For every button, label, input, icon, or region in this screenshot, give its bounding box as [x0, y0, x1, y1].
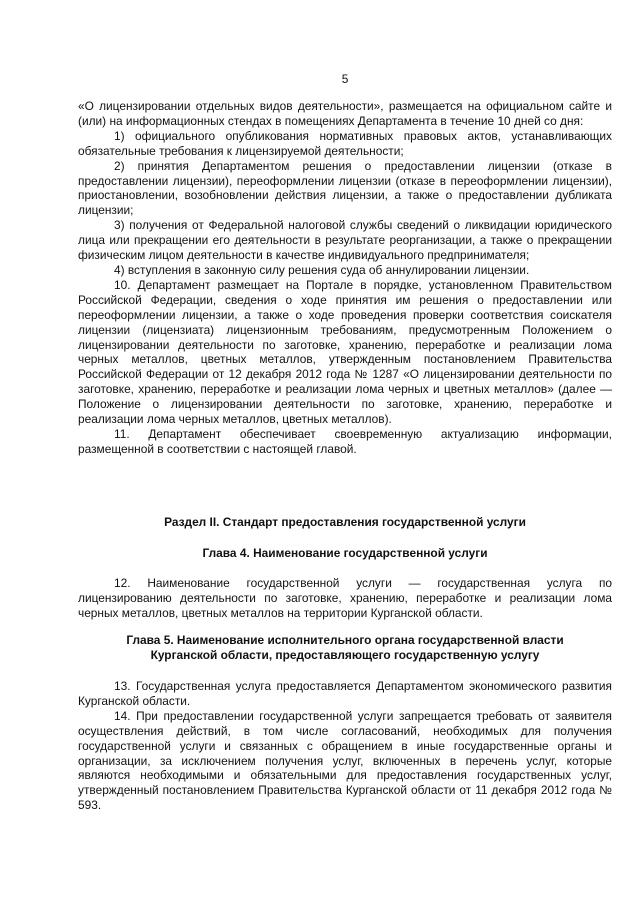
chapter-4-heading: Глава 4. Наименование государственной услуги	[202, 546, 488, 560]
chapter-5-heading-line-2: Курганской области, предоставляющего государственную услугу	[150, 647, 540, 662]
page-number: 5	[341, 72, 349, 86]
paragraph-10: 10. Департамент размещает на Портале в порядке, установленном Правительством Российской Федерации, сведения о ходе принятия им решения о предоставлении или переоформлении лицензии, а также о ходе проведения проверки соответствия соискателя лицензии (лицензиата) лицензионным требованиям, предусмотренным Положением о лицензировании деятельности по заготовке, хранению, переработке и реализации лома черных металлов, цветных металлов, утвержденным постановлением Правительства Российской Федерации от 12 декабря 2012 года № 1287 «О лицензировании деятельности по заготовке, хранению, переработке и реализации лома черных и цветных металлов» (далее — Положение о лицензировании деятельности по заготовке, хранению, переработке и реализации лома черных металлов, цветных металлов).	[78, 277, 612, 427]
chapter-4-body	[78, 576, 612, 621]
paragraph-13: 13. Государственная услуга предоставляется Департаментом экономического развития Курганской области.	[78, 679, 612, 708]
paragraph-14: 14. При предоставлении государственной услуги запрещается требовать от заявителя осуществления действий, в том числе согласований, необходимых для получения государственной услуги и связанных с обращением в иные государственные органы и организации, за исключением получения услуг, включенных в перечень услуг, которые являются необходимыми и обязательными для предоставления государственных услуг, утвержденный постановлением Правительства Курганской области от 11 декабря 2012 года № 593.	[78, 708, 612, 813]
chapter-5-heading-block	[78, 633, 612, 663]
paragraph-continuation: «О лицензировании отдельных видов деятельности», размещается на официальном сайте и (или) на информационных стендах в помещениях Департамента в течение 10 дней со дня:	[78, 99, 612, 128]
top-block	[78, 99, 612, 457]
list-item-1: 1) официального опубликования нормативных правовых актов, устанавливающих обязательные требования к лицензируемой деятельности;	[78, 128, 612, 158]
list-item-3: 3) получения от Федеральной налоговой службы сведений о ликвидации юридического лица или прекращении его деятельности в результате реорганизации, а также о прекращении физическим лицом деятельности в качестве индивидуального предпринимателя;	[78, 218, 612, 263]
chapter-5-body	[78, 679, 612, 813]
section-heading: Раздел II. Стандарт предоставления государственной услуги	[164, 515, 526, 529]
chapter-4-heading-block	[78, 546, 612, 561]
list-item-4: 4) вступления в законную силу решения суда об аннулировании лицензии.	[114, 262, 530, 277]
paragraph-11: 11. Департамент обеспечивает своевременную актуализацию информации, размещенной в соответствии с настоящей главой.	[78, 426, 612, 456]
list-item-2: 2) принятия Департаментом решения о предоставлении лицензии (отказе в предоставлении лицензии), переоформлении лицензии (отказе в переоформлении лицензии), приостановлении, возобновлении действия лицензии, а также о предоставлении дубликата лицензии;	[78, 158, 612, 218]
paragraph-12: 12. Наименование государственной услуги — государственная услуга по лицензированию деятельности по заготовке, хранению, переработке и реализации лома черных металлов, цветных металлов на территории Курганской области.	[78, 576, 612, 620]
section-heading-block	[78, 515, 612, 530]
chapter-5-heading-line-1: Глава 5. Наименование исполнительного органа государственной власти	[126, 633, 564, 647]
